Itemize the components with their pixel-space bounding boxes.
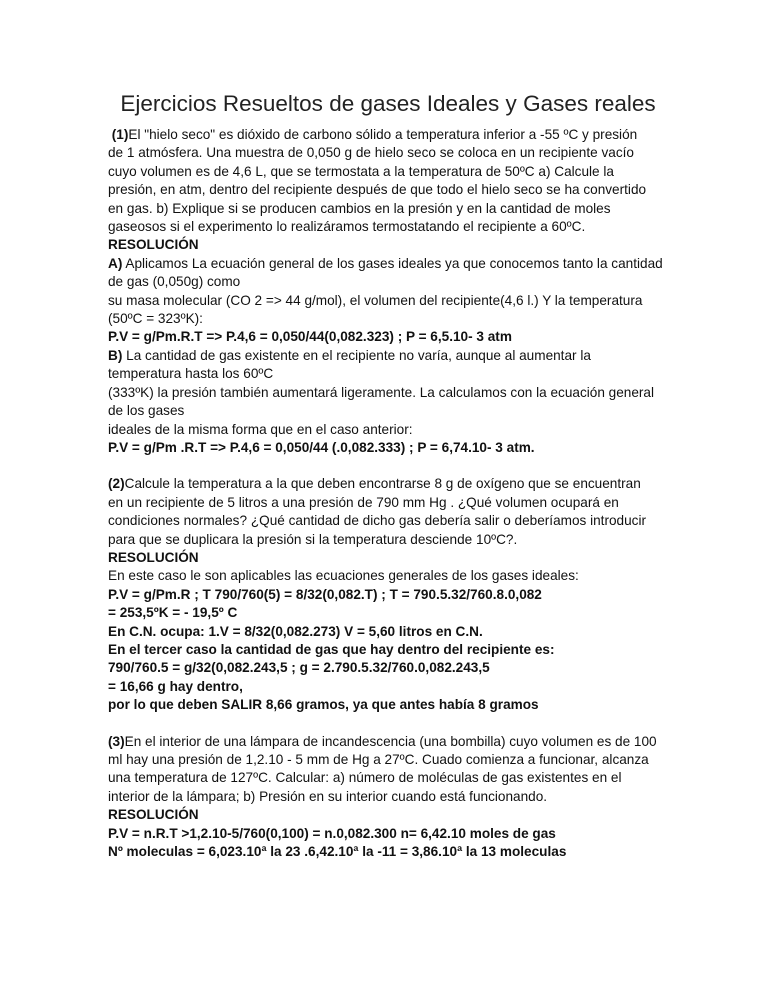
ex3-line-3: una temperatura de 127ºC. Calcular: a) número de moléculas de gas existentes en el [108, 770, 622, 786]
ex2-formula-7: por lo que deben SALIR 8,66 gramos, ya que antes había 8 gramos [108, 697, 539, 713]
ex2-intro: En este caso le son aplicables las ecuaciones generales de los gases ideales: [108, 568, 579, 584]
ex3-line-1: (3)En el interior de una lámpara de incandescencia (una bombilla) cuyo volumen es de 100 [108, 733, 657, 749]
ex1-b-line-3: (333ºK) la presión también aumentará ligeramente. La calculamos con la ecuación general [108, 384, 655, 400]
ex1-a-line-2: de gas (0,050g) como [108, 274, 241, 290]
ex1-line-2: de 1 atmósfera. Una muestra de 0,050 g de hielo seco se coloca en un recipiente vacío [108, 145, 634, 161]
ex1-line-4: presión, en atm, dentro del recipiente después de que todo el hielo seco se ha convertido [108, 182, 647, 198]
ex1-a-label: A) [108, 255, 123, 271]
ex3-formula-1: P.V = n.R.T >1,2.10-5/760(0,100) = n.0,082.300 n= 6,42.10 moles de gas [108, 825, 556, 841]
ex1-a-line-3: su masa molecular (CO 2 => 44 g/mol), el volumen del recipiente(4,6 l.) Y la temperatura [108, 292, 643, 308]
ex2-line-2: en un recipiente de 5 litros a una presión de 790 mm Hg . ¿Qué volumen ocupará en [108, 494, 619, 510]
section-spacer [108, 457, 668, 475]
ex2-line-1: (2)Calcule la temperatura a la que deben encontrarse 8 g de oxígeno que se encuentran [108, 476, 641, 492]
ex1-resolucion-heading: RESOLUCIÓN [108, 237, 199, 253]
ex2-number: (2) [108, 476, 125, 492]
ex3-line-4: interior de la lámpara; b) Presión en su interior cuando está funcionando. [108, 788, 548, 804]
ex1-number: (1) [111, 127, 129, 142]
document-page [108, 90, 668, 861]
ex1-line-5: en gas. b) Explique si se producen cambios en la presión y en la cantidad de moles [108, 200, 611, 216]
ex1-b-formula: P.V = g/Pm .R.T => P.4,6 = 0,050/44 (.0,082.333) ; P = 6,74.10- 3 atm. [108, 439, 535, 455]
ex3-line-2: ml hay una presión de 1,2.10 - 5 mm de Hg a 27ºC. Cuado comienza a funcionar, alcanza [108, 752, 649, 767]
ex1-line-6: gaseosos si el experimento lo realizáramos termostatando el recipiente a 60ºC. [108, 219, 586, 235]
section-spacer [108, 715, 668, 733]
ex1-b-line-2: temperatura hasta los 60ºC [108, 366, 274, 382]
ex1-b-line-4: de los gases [108, 403, 185, 419]
ex2-formula-5: 790/760.5 = g/32(0,082.243,5 ; g = 2.790.5.32/760.0,082.243,5 [108, 660, 490, 676]
ex1-line-3: cuyo volumen es de 4,6 L, que se termostata a la temperatura de 50ºC a) Calcule la [108, 163, 614, 179]
ex1-a-line-1: A) Aplicamos La ecuación general de los gases ideales ya que conocemos tanto la cantidad [108, 255, 663, 271]
ex1-a-line-4: (50ºC = 323ºK): [108, 311, 203, 327]
ex2-line-4: para que se duplicara la presión si la temperatura desciende 10ºC?. [108, 531, 518, 547]
ex2-formula-6: = 16,66 g hay dentro, [108, 678, 243, 694]
ex1-a-formula: P.V = g/Pm.R.T => P.4,6 = 0,050/44(0,082.323) ; P = 6,5.10- 3 atm [108, 329, 512, 345]
ex2-formula-3: En C.N. ocupa: 1.V = 8/32(0,082.273) V = 5,60 litros en C.N. [108, 623, 483, 639]
ex2-formula-1: P.V = g/Pm.R ; T 790/760(5) = 8/32(0,082.T) ; T = 790.5.32/760.8.0,082 [108, 586, 542, 602]
ex1-b-line-5: ideales de la misma forma que en el caso anterior: [108, 421, 413, 437]
ex1-line-1: (1)El "hielo seco" es dióxido de carbono sólido a temperatura inferior a -55 ºC y presión [111, 127, 638, 142]
ex2-resolucion-heading: RESOLUCIÓN [108, 549, 199, 565]
ex2-formula-4: En el tercer caso la cantidad de gas que hay dentro del recipiente es: [108, 641, 555, 657]
ex2-formula-2: = 253,5ºK = - 19,5º C [108, 605, 238, 621]
ex3-formula-2: Nº moleculas = 6,023.10ª la 23 .6,42.10ª la -11 = 3,86.10ª la 13 moleculas [108, 844, 567, 860]
ex3-resolucion-heading: RESOLUCIÓN [108, 807, 199, 823]
ex1-b-label: B) [108, 347, 123, 363]
ex1-b-line-1: B) La cantidad de gas existente en el recipiente no varía, aunque al aumentar la [108, 347, 591, 363]
document-title: Ejercicios Resueltos de gases Ideales y Gases reales [120, 91, 656, 116]
ex2-line-3: condiciones normales? ¿Qué cantidad de dicho gas debería salir o deberíamos introducir [108, 513, 647, 529]
ex3-number: (3) [108, 733, 125, 749]
